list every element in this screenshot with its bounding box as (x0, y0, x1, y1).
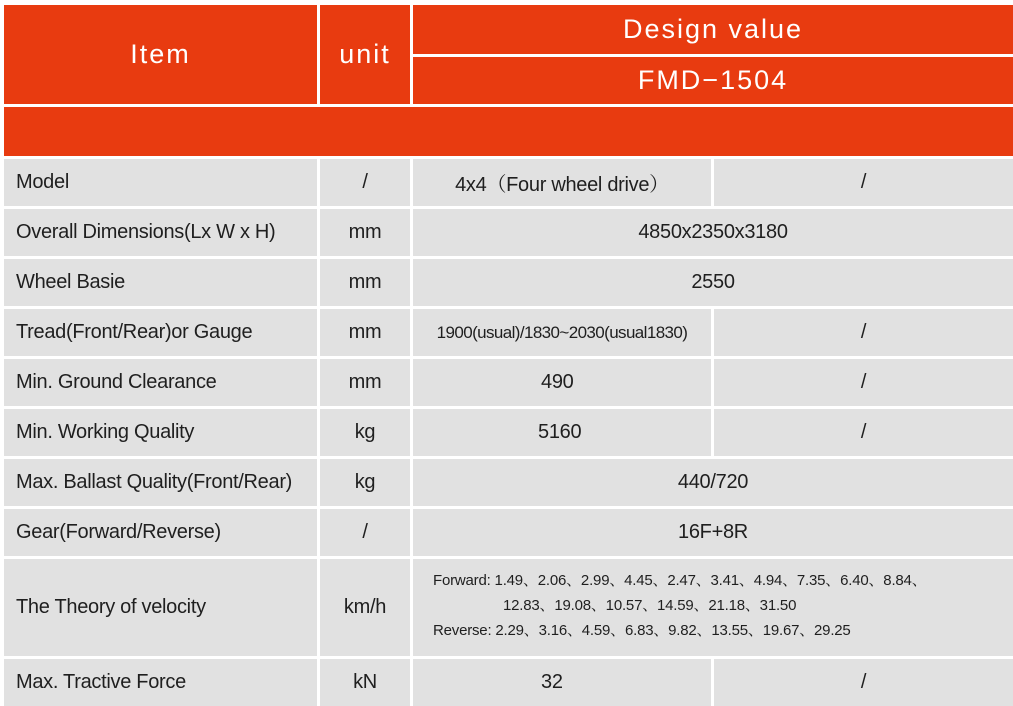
header-item: Item (4, 5, 317, 104)
row-velocity-unit: km/h (320, 559, 410, 656)
row-tread-item: Tread(Front/Rear)or Gauge (4, 309, 317, 356)
row-gear-item: Gear(Forward/Reverse) (4, 509, 317, 556)
velocity-reverse-line: Reverse: 2.29、3.16、4.59、6.83、9.82、13.55、19.67、29.25 (433, 622, 851, 639)
row-tractive-item: Max. Tractive Force (4, 659, 317, 706)
row-wheelbase-unit: mm (320, 259, 410, 306)
header-spacer-band (4, 107, 1013, 156)
row-working-quality-value: 5160 (413, 409, 711, 456)
row-ballast-value: 440/720 (413, 459, 1013, 506)
velocity-forward-line-2: 12.83、19.08、10.57、14.59、21.18、31.50 (503, 597, 797, 614)
row-tractive-unit: kN (320, 659, 410, 706)
velocity-forward-line-1: Forward: 1.49、2.06、2.99、4.45、2.47、3.41、4.94、7.35、6.40、8.84、 (433, 572, 927, 589)
row-tractive-extra: / (714, 659, 1013, 706)
row-ballast-item: Max. Ballast Quality(Front/Rear) (4, 459, 317, 506)
row-velocity-item: The Theory of velocity (4, 559, 317, 656)
header-unit: unit (320, 5, 410, 104)
row-ballast-unit: kg (320, 459, 410, 506)
row-tread-extra: / (714, 309, 1013, 356)
row-dimensions-unit: mm (320, 209, 410, 256)
row-clearance-item: Min. Ground Clearance (4, 359, 317, 406)
row-dimensions-value: 4850x2350x3180 (413, 209, 1013, 256)
row-clearance-value: 490 (413, 359, 711, 406)
row-clearance-extra: / (714, 359, 1013, 406)
row-model-unit: / (320, 159, 410, 206)
row-wheelbase-value: 2550 (413, 259, 1013, 306)
header-design-value: Design value (413, 5, 1013, 54)
row-model-extra: / (714, 159, 1013, 206)
row-working-quality-extra: / (714, 409, 1013, 456)
row-velocity-values (413, 559, 1013, 656)
header-model-code: FMD−1504 (413, 57, 1013, 104)
row-gear-unit: / (320, 509, 410, 556)
spec-table (4, 5, 1010, 706)
row-dimensions-item: Overall Dimensions(Lx W x H) (4, 209, 317, 256)
row-model-value: 4x4（Four wheel drive） (413, 159, 711, 206)
row-clearance-unit: mm (320, 359, 410, 406)
row-tread-value: 1900(usual)/1830~2030(usual1830) (413, 309, 711, 356)
row-working-quality-item: Min. Working Quality (4, 409, 317, 456)
row-working-quality-unit: kg (320, 409, 410, 456)
row-gear-value: 16F+8R (413, 509, 1013, 556)
row-model-item: Model (4, 159, 317, 206)
row-tractive-value: 32 (413, 659, 711, 706)
row-wheelbase-item: Wheel Basie (4, 259, 317, 306)
row-tread-unit: mm (320, 309, 410, 356)
